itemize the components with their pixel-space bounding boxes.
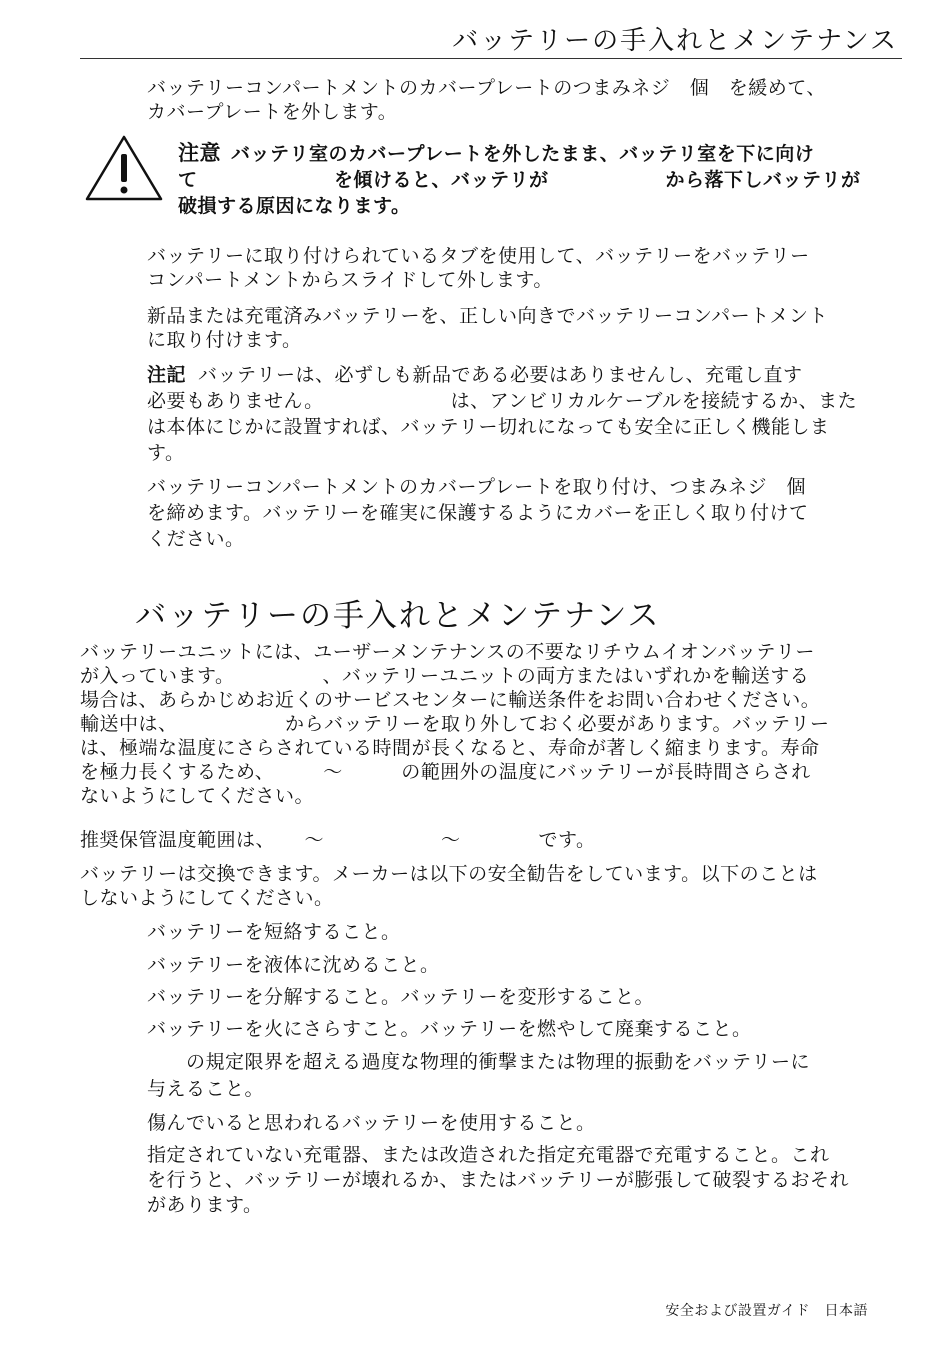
text-line: ないようにしてください。 bbox=[80, 785, 315, 807]
text-line: バッテリーを短絡すること。 bbox=[147, 921, 401, 943]
page-header-title: バッテリーの手入れとメンテナンス bbox=[452, 26, 898, 56]
step-slide-out bbox=[147, 244, 810, 292]
caution-block bbox=[178, 140, 861, 219]
text-line: 指定されていない充電器、または改造された指定充電器で充電すること。これ bbox=[147, 1144, 830, 1166]
text-line: バッテリーユニットには、ユーザーメンテナンスの不要なリチウムイオンバッテリー bbox=[80, 641, 815, 663]
text-line: カバープレートを外します。 bbox=[147, 101, 398, 123]
text-line: の規定限界を超える過度な物理的衝撃または物理的振動をバッテリーに bbox=[147, 1051, 811, 1073]
text-line: しないようにしてください。 bbox=[80, 887, 334, 909]
text-line: 傷んでいると思われるバッテリーを使用すること。 bbox=[147, 1112, 596, 1134]
page-footer: 安全および設置ガイド 日本語 bbox=[665, 1303, 868, 1319]
text-line: 輸送中は、 からバッテリーを取り外しておく必要があります。バッテリー bbox=[80, 713, 830, 735]
note-label: 注記 bbox=[147, 364, 187, 386]
text-line: ください。 bbox=[147, 528, 245, 550]
text-line: バッテリーを火にさらすこと。バッテリーを燃やして廃棄すること。 bbox=[147, 1018, 752, 1040]
warning-item bbox=[147, 1143, 849, 1218]
text-line: バッテリーを液体に沈めること。 bbox=[147, 954, 440, 976]
section-intro bbox=[80, 640, 829, 808]
note-line bbox=[147, 362, 857, 388]
caution-text-line: 破損する原因になります。 bbox=[178, 195, 411, 217]
text-line: バッテリーを分解すること。バッテリーを変形すること。 bbox=[147, 986, 655, 1008]
step-remove-cover bbox=[147, 76, 826, 124]
text-line: 与えること。 bbox=[147, 1078, 265, 1100]
caution-label: 注意 bbox=[178, 141, 221, 165]
note-block bbox=[147, 362, 857, 466]
warning-item bbox=[147, 920, 401, 944]
section-title: バッテリーの手入れとメンテナンス bbox=[135, 598, 661, 634]
text-line: バッテリーコンパートメントのカバープレートのつまみネジ 個 を緩めて、 bbox=[147, 77, 826, 99]
note-text-line: は本体にじかに設置すれば、バッテリー切れになっても安全に正しく機能しま bbox=[147, 416, 830, 438]
text-line: バッテリーに取り付けられているタブを使用して、バッテリーをバッテリー bbox=[147, 245, 810, 267]
caution-line bbox=[178, 140, 861, 167]
warning-item bbox=[147, 1049, 810, 1103]
warning-item bbox=[147, 953, 440, 977]
text-line: を行うと、バッテリーが壊れるか、またはバッテリーが膨張して破裂するおそれ bbox=[147, 1169, 850, 1191]
note-text-line: 必要もありません。 は、アンビリカルケーブルを接続するか、また bbox=[147, 390, 858, 412]
note-text-line: す。 bbox=[147, 442, 185, 464]
warning-item bbox=[147, 1111, 596, 1135]
warning-triangle-icon bbox=[84, 134, 164, 202]
step-reattach-cover bbox=[147, 474, 808, 552]
text-line: 場合は、あらかじめお近くのサービスセンターに輸送条件をお問い合わせください。 bbox=[80, 689, 821, 711]
caution-text-line: バッテリ室のカバープレートを外したまま、バッテリ室を下に向け bbox=[231, 143, 815, 165]
text-line: コンパートメントからスライドして外します。 bbox=[147, 269, 553, 291]
text-line: バッテリーコンパートメントのカバープレートを取り付け、つまみネジ 個 bbox=[147, 476, 807, 498]
text-line: は、極端な温度にさらされている時間が長くなると、寿命が著しく縮まります。寿命 bbox=[80, 737, 820, 759]
text-line: が入っています。 、バッテリーユニットの両方またはいずれかを輸送する bbox=[80, 665, 810, 687]
text-line: バッテリーは交換できます。メーカーは以下の安全勧告をしています。以下のことは bbox=[80, 863, 818, 885]
note-text-line: バッテリーは、必ずしも新品である必要はありませんし、充電し直す bbox=[198, 364, 803, 386]
text-line: を極力長くするため、 ～ の範囲外の温度にバッテリーが長時間さらされ bbox=[80, 761, 811, 783]
text-line: があります。 bbox=[147, 1194, 263, 1216]
text-line: を締めます。バッテリーを確実に保護するようにカバーを正しく取り付けて bbox=[147, 502, 809, 524]
storage-temperature: 推奨保管温度範囲は、 ～ ～ です。 bbox=[80, 829, 596, 851]
caution-text-line: て を傾けると、バッテリが から落下しバッテリが bbox=[178, 169, 861, 191]
text-line: に取り付けます。 bbox=[147, 329, 302, 351]
text-line: 新品または充電済みバッテリーを、正しい向きでバッテリーコンパートメント bbox=[147, 305, 828, 327]
warning-item bbox=[147, 1017, 752, 1041]
header-divider bbox=[80, 58, 902, 59]
step-insert-battery bbox=[147, 304, 828, 352]
warning-item bbox=[147, 985, 654, 1009]
warning-intro bbox=[80, 862, 818, 910]
